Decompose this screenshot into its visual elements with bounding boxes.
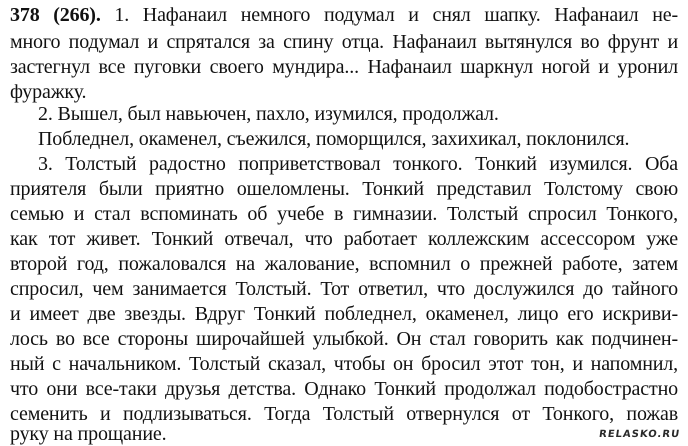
text-line-3: застегнул все пуговки своего мундира... Нафанаил шаркнул ногой и уронил [10,56,678,78]
text-line-15: ный с начальником. Толстый сказал, чтобы он бросил этот тон, и напомнил, [10,353,678,375]
text-line-12: спросил, чем занимается Толстый. Тот ответил, что дослужился до тайного [10,278,678,300]
text-line-7: 3. Толстый радостно поприветствовал тонкого. Тонкий изумился. Оба [38,153,678,175]
text-line-11: второй год, пожаловался на жалование, вспомнил о прежней работе, затем [10,253,678,275]
text-line-16: что они все-таки друзья детства. Однако Тонкий продолжал подобострастно [10,378,678,400]
text-line-2: много подумал и спрятался за спину отца. Нафанаил вытянулся во фрунт и [10,31,678,53]
text-line-13: и имеет две звезды. Вдруг Тонкий побледнел, окаменел, лицо его искриви- [10,303,678,325]
text-line-18: руку на прощание. [10,423,167,445]
text-line-10: как тот живет. Тонкий отвечал, что работает коллежским ассессором уже [10,228,678,250]
text-line-5: 2. Вышел, был навьючен, пахло, изумился, продолжал. [38,103,499,125]
text-line-6: Побледнел, окаменел, съежился, поморщился, захихикал, поклонился. [38,128,630,150]
text-line-17: семенить и подлизываться. Тогда Толстый отвернулся от Тонкого, пожав [10,403,678,425]
text-line-8: приятеля были приятно ошеломлены. Тонкий представил Толстому свою [10,178,678,200]
text-line-9: семью и стал вспоминать об учебе в гимназии. Толстый спросил Тонкого, [10,203,678,225]
site-watermark: RELASKO.RU [598,429,681,440]
text-line-1 [10,4,678,26]
line-text: 1. Нафанаил немного подумал и снял шапку. Нафанаил не- [114,4,678,26]
exercise-number: 378 (266). [10,4,101,26]
text-line-14: лось во все стороны широчайшей улыбкой. Он стал говорить как подчинен- [10,328,678,350]
text-line-4: фуражку. [10,81,87,103]
